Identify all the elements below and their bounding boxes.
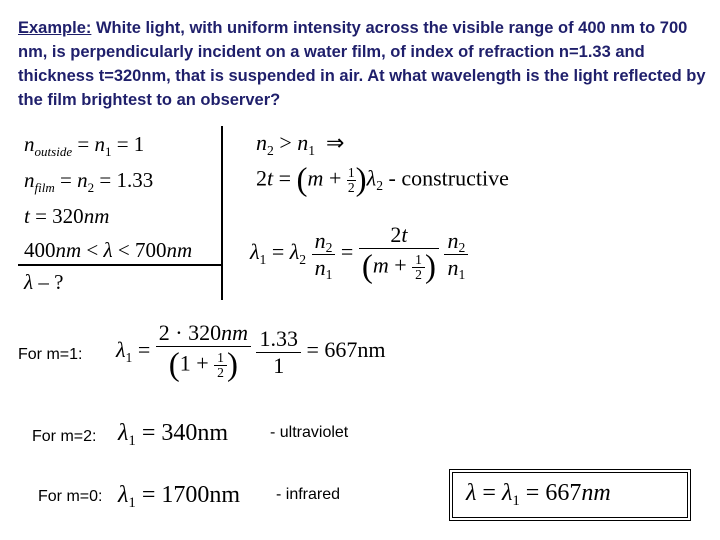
final-answer: $\lambda = \lambda_1 = 667nm$ bbox=[466, 480, 611, 510]
case-m2-label: For m=2: bbox=[32, 428, 97, 445]
given-n-outside: $n_{outside} = n_1 = 1$ bbox=[24, 132, 145, 159]
case-m0-equation: $\lambda_1 = 1700nm$ bbox=[118, 482, 241, 512]
case-m0-result: 1700nm bbox=[161, 482, 241, 508]
given-n-film: $n_{film} = n_2 = 1.33$ bbox=[24, 168, 154, 195]
constructive-condition: 2t = (m + $\frac{1}{2}$ )$\lambda_2$ - constructive bbox=[256, 162, 509, 198]
case-m0-note: - infrared bbox=[276, 486, 341, 503]
given-separator bbox=[221, 126, 223, 300]
problem-text: White light, with uniform intensity across the visible range of 400 nm to 700 nm, is perpendicularly incident on a water film, of index of refraction n=1.33 and thickness t=320nm, that is suspended in air. At what wavelength is the light reflected by the film brightest to an observer? bbox=[18, 19, 706, 109]
case-m2-note: - ultraviolet bbox=[270, 424, 349, 441]
wavelength-relation: $\lambda_1 = \lambda_2$ $\frac{n_2}{n_1}$ = 2t (m + $\frac{1}{2}$ ) $\frac{n_2}{n_1}$ bbox=[250, 222, 468, 286]
case-m1-result: = 667nm bbox=[306, 337, 386, 363]
given-range: 400nm < λ < 700nm bbox=[24, 238, 193, 262]
condition-n2-gt-n1: $n_2 > n_1$ ⇒ bbox=[256, 130, 345, 158]
case-m2-equation: $\lambda_1 = 340nm$ bbox=[118, 420, 229, 450]
example-label: Example: bbox=[18, 19, 92, 37]
given-unknown: λ – ? bbox=[24, 270, 64, 294]
given-thickness: t = 320nm bbox=[24, 204, 110, 228]
case-m1-label: For m=1: bbox=[18, 346, 83, 363]
case-m2-result: 340nm bbox=[161, 420, 229, 446]
case-m0-label: For m=0: bbox=[38, 488, 103, 505]
constructive-label: - constructive bbox=[388, 165, 509, 191]
case-m1-equation: $\lambda_1$ = 2 · 320nm (1 + $\frac{1}{2}$ ) $\frac{1.33}{1}$ = 667nm bbox=[116, 320, 386, 383]
given-divider bbox=[18, 264, 222, 266]
problem-statement bbox=[18, 16, 708, 112]
